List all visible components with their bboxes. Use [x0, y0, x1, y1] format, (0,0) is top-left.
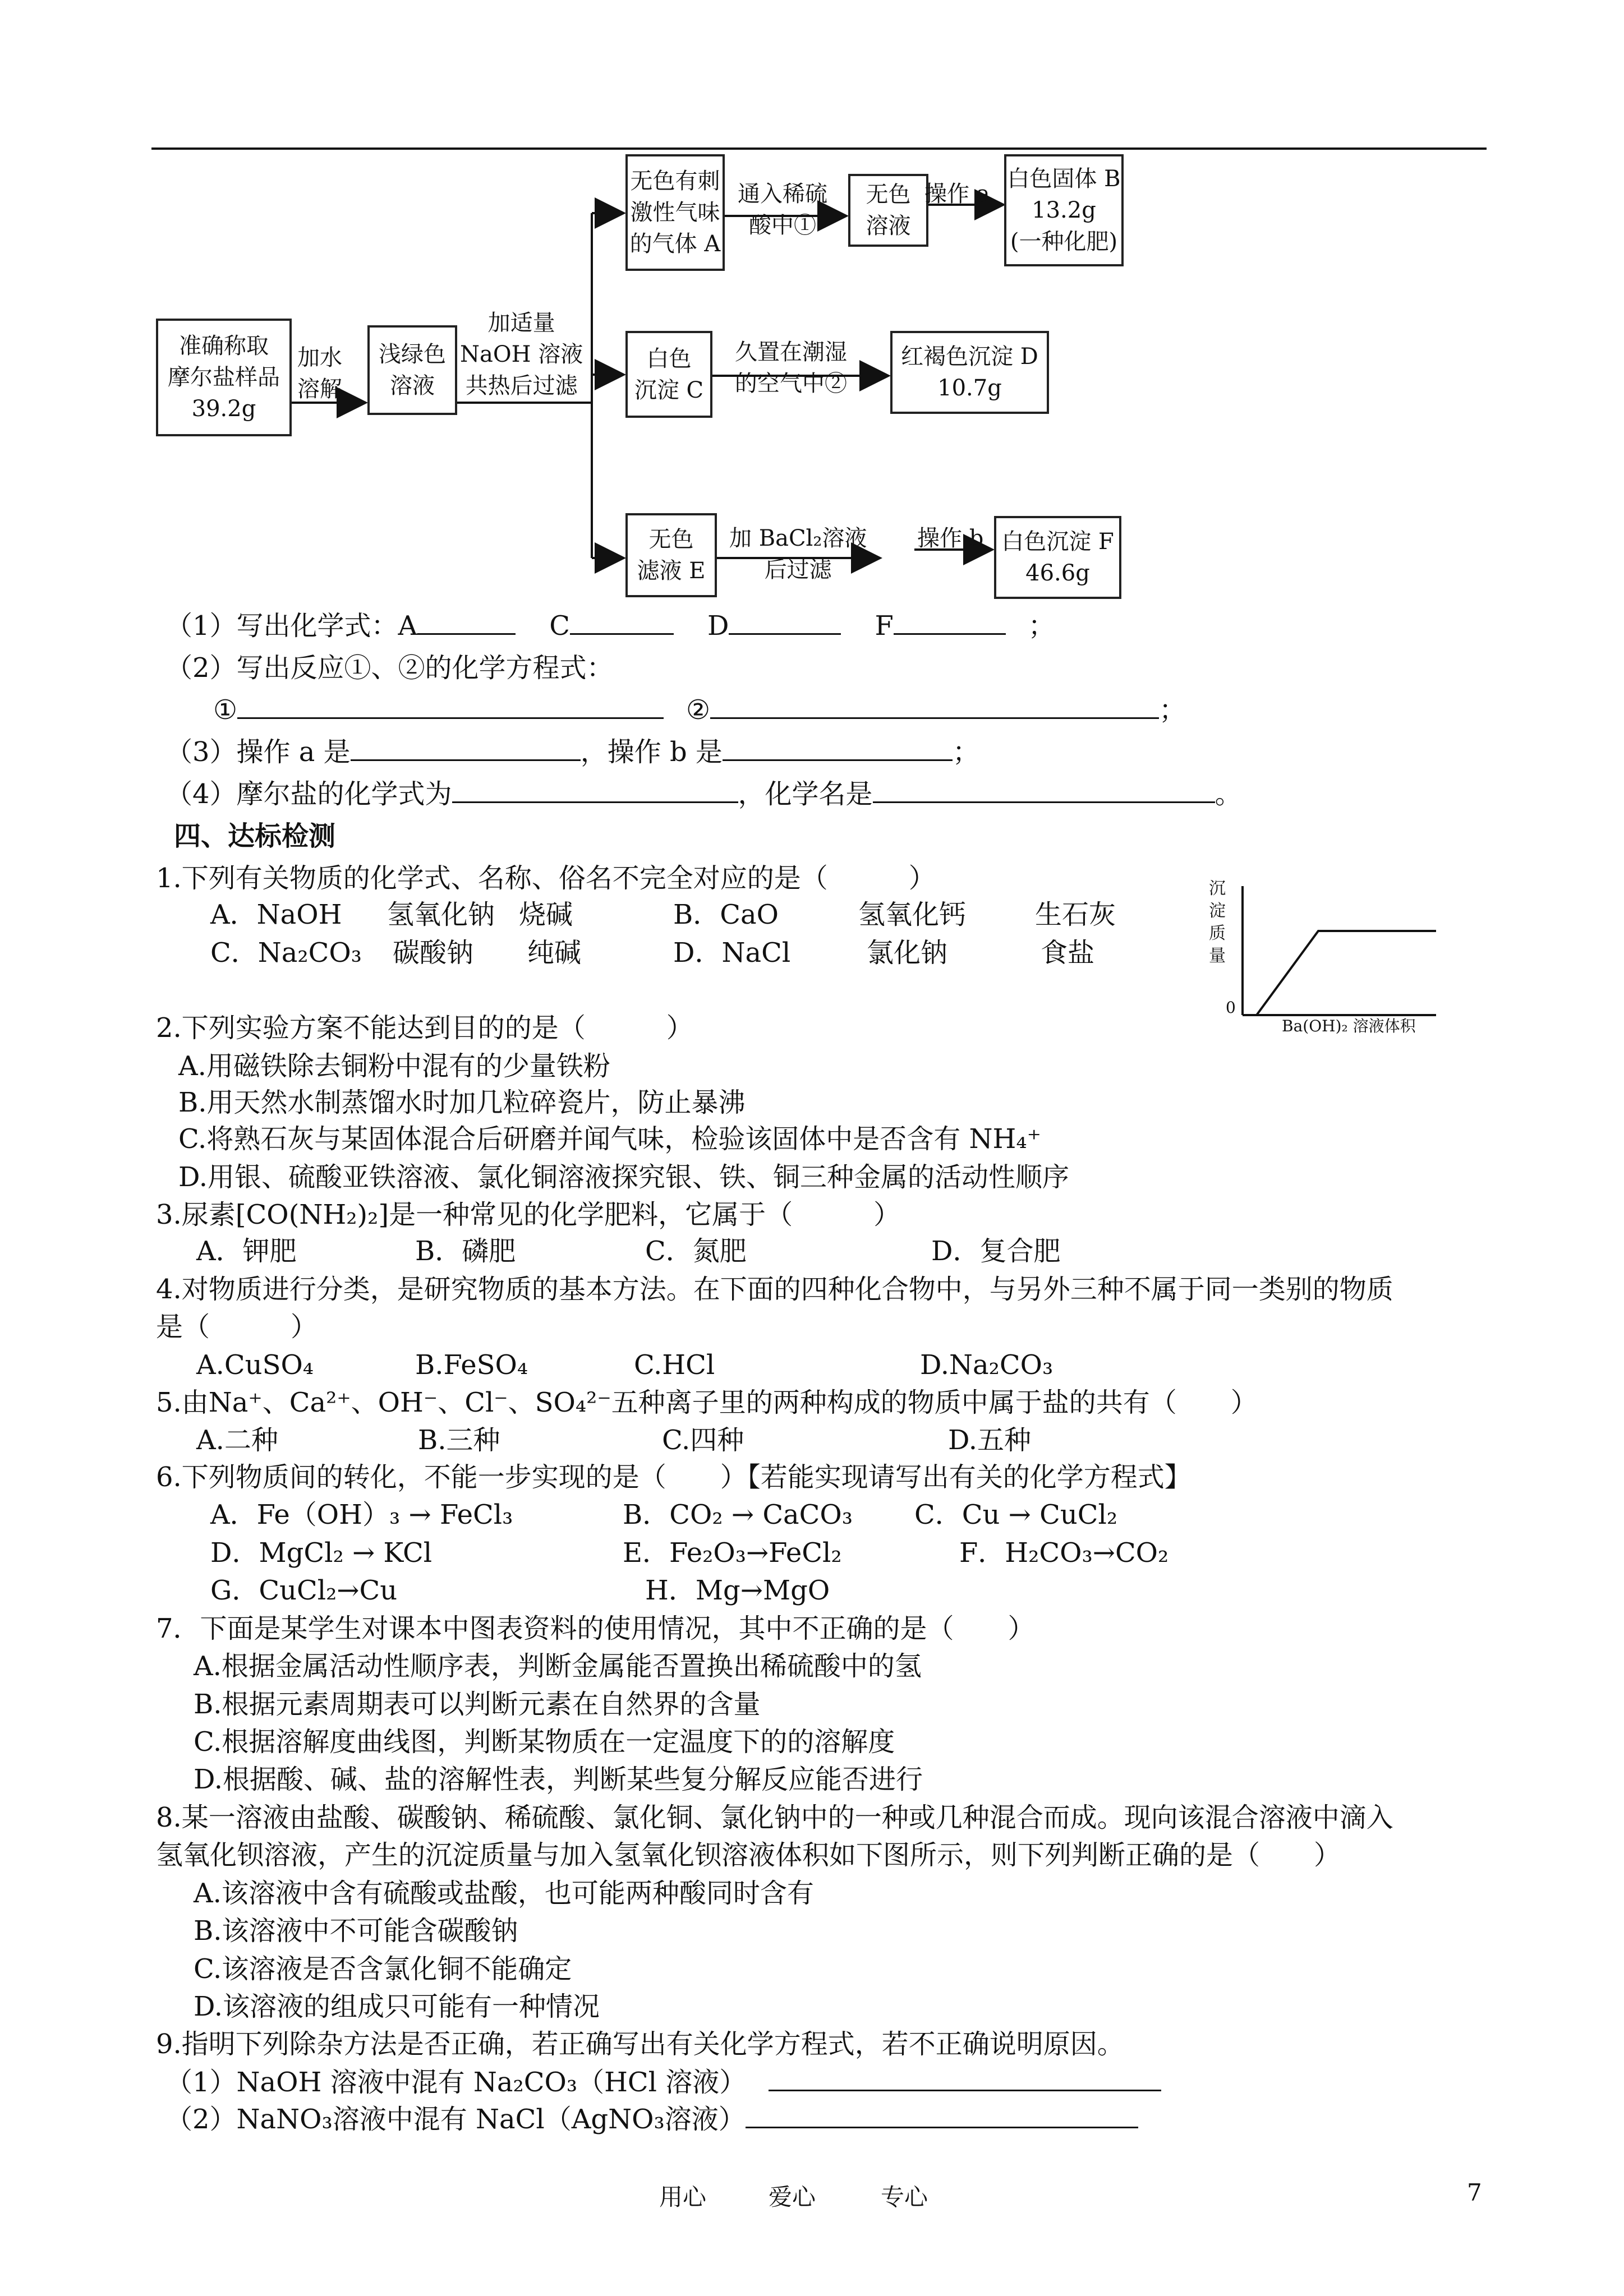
blank-formula[interactable] [452, 779, 738, 803]
op-h2so4-label: 通入稀硫 酸中① [738, 181, 827, 238]
question-line-1: （1）写出化学式：A C D F ； [165, 610, 1055, 642]
q8-option-d: D.该溶液的组成只可能有一种情况 [194, 1991, 600, 2022]
op-b-label: 操作 b [917, 525, 984, 551]
q5-option-b: B.三种 [418, 1424, 500, 1456]
q2-stem: 2.下列实验方案不能达到目的的是（ ） [156, 1012, 693, 1044]
q7-option-d: D.根据酸、碱、盐的溶解性表，判断某些复分解反应能否进行 [194, 1764, 923, 1795]
op-naoh-label: 加适量 NaOH 溶液 共热后过滤 [460, 310, 583, 399]
q1-stem: 1.下列有关物质的化学式、名称、俗名不完全对应的是（ ） [156, 863, 936, 894]
question-line-4: （3）操作 a 是 ，操作 b 是 ； [165, 736, 979, 768]
question-line-5: （4）摩尔盐的化学式为 ，化学名是 。 [165, 778, 1242, 810]
q8-option-b: B.该溶液中不可能含碳酸钠 [194, 1915, 518, 1947]
graph-xlabel: Ba(OH)₂ 溶液体积 [1282, 1017, 1416, 1035]
q4-stem-cont: 是（ ） [156, 1311, 318, 1343]
footer-a: 用心 [659, 2183, 707, 2211]
q3-option-b: B．磷肥 [415, 1235, 516, 1267]
q6-option-c: C．Cu → CuCl₂ [914, 1499, 1118, 1530]
q6-option-d: D．MgCl₂ → KCl [210, 1537, 433, 1569]
op-bacl2-label: 加 BaCl₂溶液 后过滤 [729, 525, 867, 583]
white-ppt-c-box: 白色 沉淀 C [625, 331, 712, 418]
q5-option-a: A.二种 [196, 1424, 278, 1456]
red-ppt-d-box: 红褐色沉淀 D 10.7g [890, 331, 1049, 414]
blank-a[interactable] [417, 611, 516, 635]
filtrate-e-box: 无色 滤液 E [625, 513, 717, 597]
q8-stem-cont: 氢氧化钡溶液，产生的沉淀质量与加入氢氧化钡溶液体积如下图所示，则下列判断正确的是（ ） [156, 1839, 1341, 1871]
q8-option-c: C.该溶液是否含氯化铜不能确定 [194, 1953, 572, 1985]
q1-option-b-name: 氢氧化钙 [858, 899, 967, 930]
start-sample-box: 准确称取 摩尔盐样品 39.2g [156, 319, 292, 436]
footer-c: 专心 [881, 2183, 928, 2211]
q1-option-b: B．CaO [673, 899, 779, 930]
q5-option-d: D.五种 [948, 1424, 1032, 1456]
q4-option-a: A.CuSO₄ [196, 1349, 314, 1381]
light-green-solution-box: 浅绿色 溶液 [367, 325, 457, 415]
q8-stem: 8.某一溶液由盐酸、碳酸钠、稀硫酸、氯化铜、氯化钠中的一种或几种混合而成。现向该混合溶液中滴入 [156, 1802, 1393, 1833]
q8-option-a: A.该溶液中含有硫酸或盐酸，也可能两种酸同时含有 [194, 1878, 814, 1909]
q9-stem: 9.指明下列除杂方法是否正确，若正确写出有关化学方程式，若不正确说明原因。 [156, 2028, 1124, 2060]
blank-d[interactable] [729, 611, 841, 635]
white-solid-b-box: 白色固体 B 13.2g (一种化肥) [1004, 154, 1124, 266]
q2-option-b: B.用天然水制蒸馏水时加几粒碎瓷片，防止暴沸 [178, 1087, 746, 1118]
blank-op-a[interactable] [351, 737, 581, 761]
colorless-solution-box: 无色 溶液 [848, 174, 928, 247]
q7-option-b: B.根据元素周期表可以判断元素在自然界的含量 [194, 1689, 761, 1720]
q4-stem: 4.对物质进行分类，是研究物质的基本方法。在下面的四种化合物中，与另外三种不属于同一类别的物质 [156, 1274, 1393, 1305]
q4-option-c: C.HCl [634, 1349, 715, 1381]
q5-stem: 5.由Na⁺、Ca²⁺、OH⁻、Cl⁻、SO₄²⁻五种离子里的两种构成的物质中属于盐的共有（ ） [156, 1387, 1258, 1418]
q2-option-d: D.用银、硫酸亚铁溶液、氯化铜溶液探究银、铁、铜三种金属的活动性顺序 [178, 1161, 1070, 1193]
q2-option-c: C.将熟石灰与某固体混合后研磨并闻气味，检验该固体中是否含有 NH₄⁺ [178, 1123, 1041, 1155]
q7-option-c: C.根据溶解度曲线图，判断某物质在一定温度下的的溶解度 [194, 1726, 895, 1758]
q1-option-b-common: 生石灰 [1035, 899, 1116, 930]
q1-option-a-common: 烧碱 [519, 899, 573, 930]
q4-option-b: B.FeSO₄ [415, 1349, 528, 1381]
q4-option-d: D.Na₂CO₃ [920, 1349, 1053, 1381]
q9-blank-2[interactable] [746, 2110, 1138, 2128]
blank-op-b[interactable] [723, 737, 953, 761]
q1-option-c-name: 碳酸钠 [393, 937, 474, 969]
q6-option-b: B．CO₂ → CaCO₃ [623, 1499, 853, 1530]
blank-c[interactable] [570, 611, 674, 635]
q1-option-d: D．NaCl [673, 937, 791, 969]
gas-a-box: 无色有刺 激性气味 的气体 A [625, 154, 725, 271]
question-line-3: ① ② ； [213, 694, 1186, 726]
q1-option-c-common: 纯碱 [527, 937, 582, 969]
graph-curve [1257, 931, 1436, 1015]
q6-option-f: F．H₂CO₃→CO₂ [959, 1537, 1169, 1569]
q6-option-a: A．Fe（OH）₃ → FeCl₃ [210, 1499, 513, 1530]
flow-arrows [0, 0, 1624, 606]
q9-blank-1[interactable] [769, 2073, 1161, 2091]
blank-name[interactable] [873, 779, 1215, 803]
blank-eq1[interactable] [237, 695, 664, 719]
q6-option-g: G．CuCl₂→Cu [210, 1575, 398, 1606]
footer-b: 爱心 [769, 2183, 816, 2211]
q7-option-a: A.根据金属活动性顺序表，判断金属能否置换出稀硫酸中的氢 [194, 1650, 922, 1682]
op-a-label: 操作 a [924, 181, 990, 207]
q9-part-1: （1）NaOH 溶液中混有 Na₂CO₃（HCl 溶液） [165, 2065, 1161, 2100]
q1-option-c: C．Na₂CO₃ [210, 937, 362, 969]
q6-stem: 6.下列物质间的转化，不能一步实现的是（ ）【若能实现请写出有关的化学方程式】 [156, 1461, 1191, 1493]
page-number: 7 [1467, 2179, 1482, 2206]
q6-option-h: H．Mg→MgO [645, 1575, 830, 1606]
q6-option-e: E．Fe₂O₃→FeCl₂ [623, 1537, 842, 1569]
question-line-2: （2）写出反应①、②的化学方程式： [165, 652, 614, 684]
op-humid-label: 久置在潮湿 的空气中② [735, 339, 847, 397]
op-dissolve-label: 加水 溶解 [297, 345, 342, 402]
white-ppt-f-box: 白色沉淀 F 46.6g [994, 516, 1121, 599]
q5-option-c: C.四种 [662, 1424, 744, 1456]
q1-option-a: A．NaOH [210, 899, 342, 930]
q2-option-a: A.用磁铁除去铜粉中混有的少量铁粉 [178, 1050, 610, 1082]
q3-option-c: C．氮肥 [645, 1235, 747, 1267]
q3-option-d: D．复合肥 [931, 1235, 1061, 1267]
q1-option-d-name: 氯化钠 [867, 937, 948, 969]
blank-eq2[interactable] [710, 695, 1159, 719]
q9-part-2: （2）NaNO₃溶液中混有 NaCl（AgNO₃溶液） [165, 2102, 1138, 2137]
graph-ylabel: 沉淀质量 [1209, 879, 1226, 966]
q3-stem: 3.尿素[CO(NH₂)₂]是一种常见的化学肥料，它属于（ ） [156, 1199, 901, 1230]
blank-f[interactable] [894, 611, 1006, 635]
graph-origin: 0 [1226, 998, 1236, 1017]
q1-option-d-common: 食盐 [1041, 937, 1095, 969]
q7-stem: 7．下面是某学生对课本中图表资料的使用情况，其中不正确的是（ ） [156, 1613, 1035, 1644]
q1-option-a-name: 氢氧化钠 [387, 899, 495, 930]
q3-option-a: A．钾肥 [196, 1235, 297, 1267]
section-heading: 四、达标检测 [174, 820, 336, 852]
